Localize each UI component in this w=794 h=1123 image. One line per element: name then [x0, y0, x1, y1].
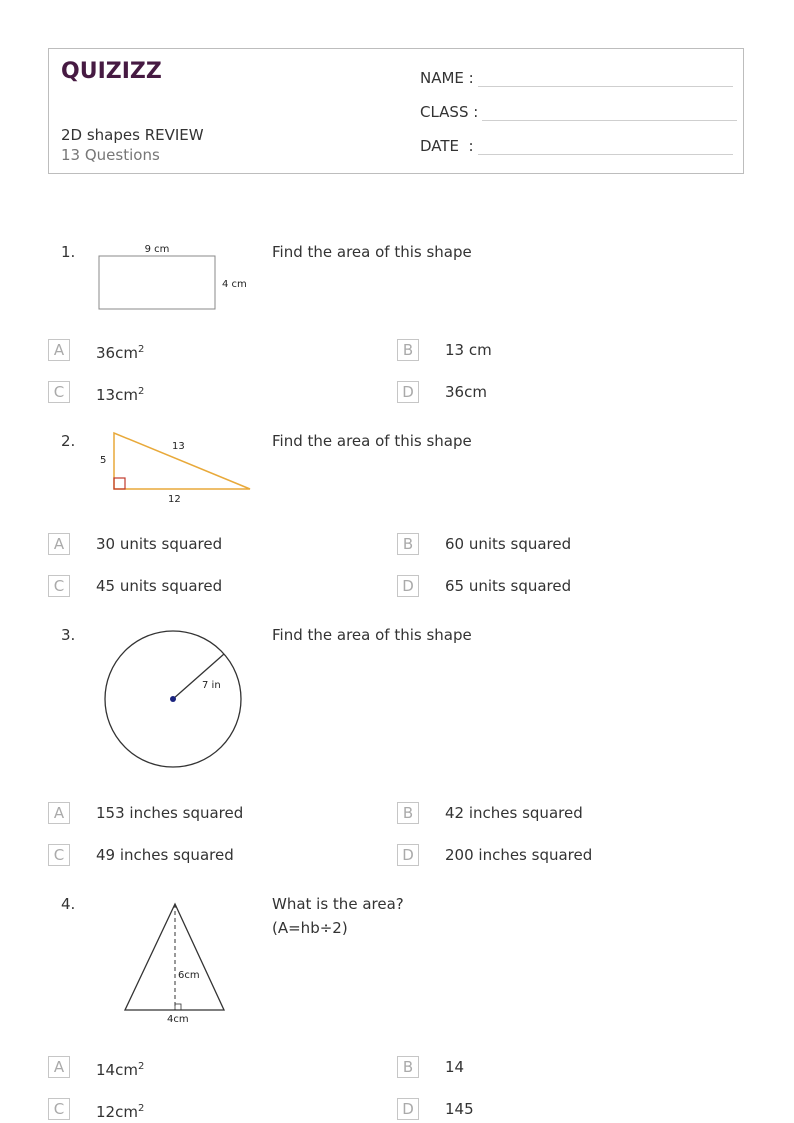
option-letter-b[interactable]: B [397, 802, 419, 824]
option-sup: 2 [137, 1103, 145, 1114]
option-letter-d[interactable]: D [397, 575, 419, 597]
center-dot [170, 696, 176, 702]
option-letter-a[interactable]: A [48, 1056, 70, 1078]
option-text: 14cm [96, 1061, 138, 1079]
question-text-line: (A=hb÷2) [272, 919, 348, 937]
option-text: 153 inches squared [96, 804, 244, 822]
question-number: 1. [61, 243, 76, 261]
option-text: 42 inches squared [445, 804, 583, 822]
option-a[interactable] [96, 533, 222, 555]
question-number: 2. [61, 432, 76, 450]
class-line[interactable] [482, 104, 737, 121]
triangle-height-label: 5 [100, 455, 107, 466]
question-count: 13 Questions [61, 146, 160, 164]
option-letter-c[interactable]: C [48, 1098, 70, 1120]
option-letter-b[interactable]: B [397, 339, 419, 361]
right-angle-mark [114, 478, 125, 489]
rectangle-shape [99, 256, 215, 309]
option-text: 65 units squared [445, 577, 572, 595]
question-text-line: What is the area? [272, 895, 404, 913]
option-a[interactable] [96, 1056, 144, 1081]
class-label: CLASS : [420, 103, 479, 121]
option-letter-b[interactable]: B [397, 533, 419, 555]
isosceles-triangle-figure [120, 898, 230, 1028]
option-d[interactable] [445, 575, 571, 597]
worksheet-header [48, 48, 744, 174]
option-text: 13 cm [445, 341, 492, 359]
option-letter-c[interactable]: C [48, 844, 70, 866]
option-a[interactable] [96, 339, 144, 364]
question-number: 4. [61, 895, 76, 913]
option-d[interactable] [445, 1098, 474, 1120]
option-text: 12cm [96, 1103, 138, 1121]
option-text: 200 inches squared [445, 846, 593, 864]
option-letter-b[interactable]: B [397, 1056, 419, 1078]
triangle-base-label: 12 [168, 494, 181, 505]
option-sup: 2 [137, 344, 145, 355]
name-line[interactable] [478, 70, 733, 87]
quizizz-logo: QUIZIZZ [61, 59, 162, 84]
option-text: 36cm [445, 383, 487, 401]
rect-side-label: 4 cm [222, 279, 247, 290]
question-text-line: Find the area of this shape [272, 243, 472, 261]
right-triangle-figure [95, 428, 255, 508]
option-letter-a[interactable]: A [48, 533, 70, 555]
base-label: 4cm [167, 1014, 189, 1025]
option-text: 36cm [96, 344, 138, 362]
question-text [272, 240, 472, 264]
radius-line [173, 654, 224, 699]
class-field[interactable] [420, 103, 737, 121]
option-d[interactable] [445, 844, 592, 866]
option-letter-d[interactable]: D [397, 381, 419, 403]
option-b[interactable] [445, 802, 583, 824]
question-text [272, 623, 472, 647]
option-text: 13cm [96, 386, 138, 404]
option-c[interactable] [96, 844, 234, 866]
option-c[interactable] [96, 1098, 144, 1123]
option-text: 45 units squared [96, 577, 223, 595]
option-letter-d[interactable]: D [397, 844, 419, 866]
option-c[interactable] [96, 381, 144, 406]
option-letter-c[interactable]: C [48, 381, 70, 403]
date-line[interactable] [478, 138, 733, 155]
option-sup: 2 [137, 386, 145, 397]
option-b[interactable] [445, 339, 492, 361]
height-label: 6cm [178, 970, 200, 981]
option-b[interactable] [445, 1056, 464, 1078]
option-letter-d[interactable]: D [397, 1098, 419, 1120]
option-letter-a[interactable]: A [48, 802, 70, 824]
worksheet-title: 2D shapes REVIEW [61, 126, 204, 144]
option-c[interactable] [96, 575, 222, 597]
option-d[interactable] [445, 381, 487, 403]
option-b[interactable] [445, 533, 571, 555]
question-text-line: Find the area of this shape [272, 432, 472, 450]
radius-label: 7 in [202, 680, 221, 691]
option-text: 60 units squared [445, 535, 572, 553]
option-letter-a[interactable]: A [48, 339, 70, 361]
name-label: NAME : [420, 69, 474, 87]
triangle-hyp-label: 13 [172, 441, 185, 452]
question-text-line: Find the area of this shape [272, 626, 472, 644]
rectangle-figure [95, 240, 255, 315]
question-text [272, 892, 404, 940]
question-text [272, 429, 472, 453]
question-number: 3. [61, 626, 76, 644]
right-angle-mark [175, 1004, 181, 1010]
date-field[interactable] [420, 137, 733, 155]
name-field[interactable] [420, 69, 733, 87]
date-label: DATE : [420, 137, 474, 155]
option-sup: 2 [137, 1061, 145, 1072]
option-text: 145 [445, 1100, 474, 1118]
circle-figure [100, 628, 250, 773]
option-letter-c[interactable]: C [48, 575, 70, 597]
option-a[interactable] [96, 802, 243, 824]
rect-top-label: 9 cm [144, 244, 170, 255]
option-text: 14 [445, 1058, 465, 1076]
option-text: 49 inches squared [96, 846, 234, 864]
option-text: 30 units squared [96, 535, 223, 553]
